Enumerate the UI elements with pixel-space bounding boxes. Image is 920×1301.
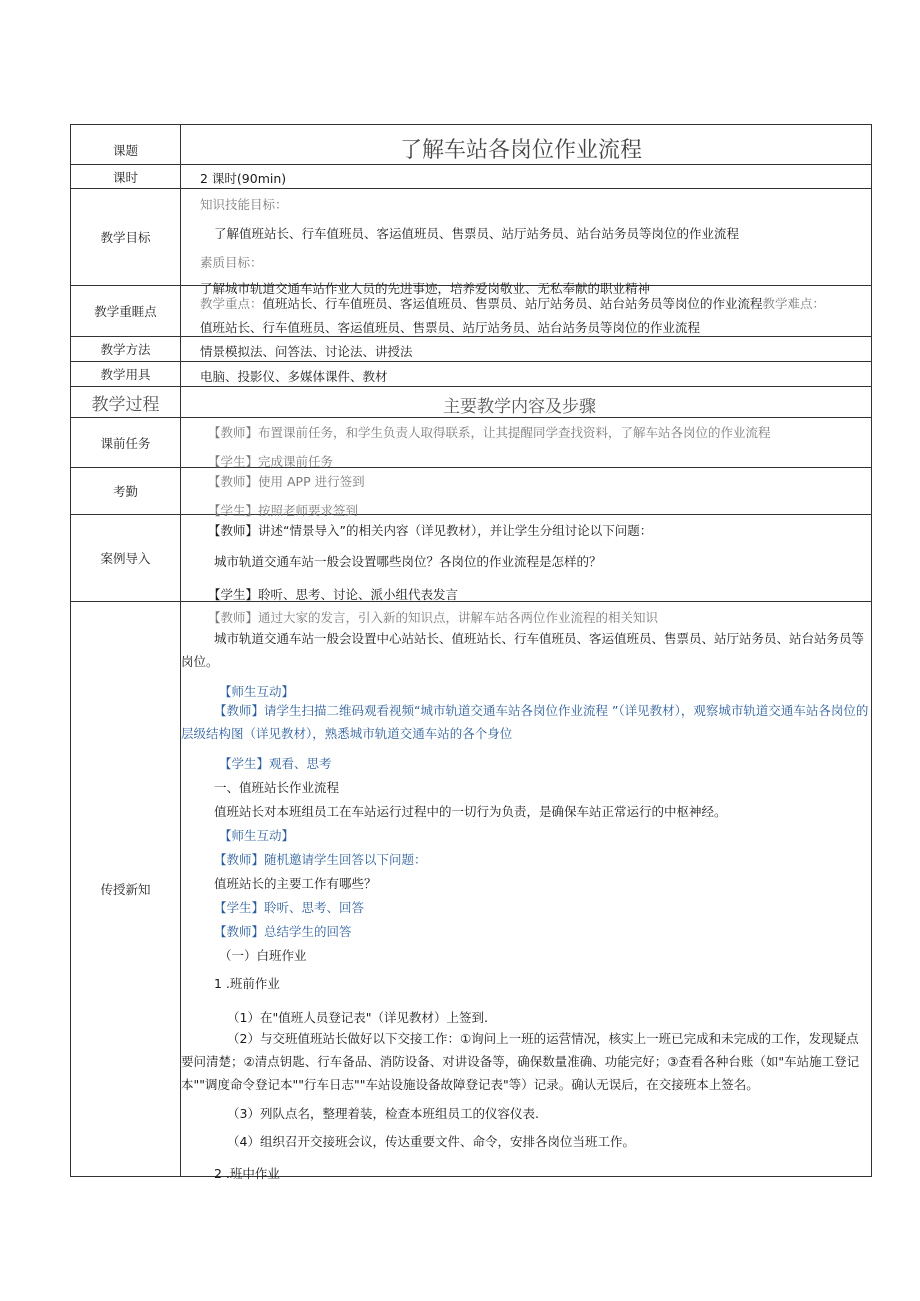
case-intro-student: 【学生】聆听、思考、讨论、派小组代表发言 <box>208 587 459 602</box>
pre-task-teacher: 【教师】布置课前任务，和学生负责人取得联系，让其提醒同学查找资料，了解车站各岗位的作业流程 <box>208 425 771 440</box>
row-case-intro <box>71 515 871 602</box>
key-text-a: 值班站长、行车值班员、客运值班员、售票员、站厅站务员、站台站务员等岗位的作业流程 <box>262 296 763 311</box>
hours-label: 课时 <box>71 165 181 188</box>
title-label: 课题 <box>71 125 181 164</box>
nk-positions-paragraph: 城市轨道交通车站一般会设置中心站站长、值班站长、行车值班员、客运值班员、售票员、站厅站务员、站台站务员等岗位。 <box>181 631 865 669</box>
nk-question: 值班站长的主要工作有哪些？ <box>214 876 377 891</box>
method-value: 情景模拟法、问答法、讨论法、讲授法 <box>200 344 413 359</box>
pre-task-student: 【学生】完成课前任务 <box>208 454 334 469</box>
row-method <box>71 337 871 362</box>
lesson-title: 了解车站各岗位作业流程 <box>400 138 643 163</box>
case-intro-label: 案例导入 <box>71 515 181 601</box>
attendance-label: 考勤 <box>71 468 181 514</box>
lesson-plan-table <box>70 124 872 1181</box>
nk-section-heading: 一、值班站长作业流程 <box>214 780 340 795</box>
hours-value: 2 课时(90min) <box>200 171 287 186</box>
goals-knowledge-text: 了解值班站长、行车值班员、客运值班员、售票员、站厅站务员、站台站务员等岗位的作业流程 <box>214 226 740 241</box>
nk-student-answer: 【学生】聆听、思考、回答 <box>214 900 365 915</box>
row-title <box>71 125 871 165</box>
pre-task-label: 课前任务 <box>71 418 181 467</box>
key-points-label: 教学重睚点 <box>71 286 181 336</box>
key-points-line2: 值班站长、行车值班员、客运值班员、售票员、站厅站务员、站台站务员等岗位的作业流程 <box>200 320 701 335</box>
goals-quality-text: 了解城市轨道交通车站作业人员的先进事迹，培养爱岗敬业、无私奉献的职业精神 <box>200 281 651 296</box>
row-process-header <box>71 387 871 418</box>
goals-quality-heading: 素质目标： <box>200 255 263 270</box>
nk-teacher-summary: 【教师】总结学生的回答 <box>214 924 352 939</box>
nk-video-task: 【教师】请学生扫描二维码观看视频“城市轨道交通车站各岗位作业流程 ”（详见教材），观察城市轨道交通车站各岗位的层级结构图（详见教材），熟悉城市轨道交通车站的各个身位 <box>181 703 869 741</box>
nk-preshift-heading: 1 .班前作业 <box>214 976 280 991</box>
nk-interaction-1: 【师生互动】 <box>219 684 295 699</box>
row-hours <box>71 165 871 189</box>
title-cell <box>181 125 871 164</box>
row-goals <box>71 189 871 296</box>
key-label-a: 教学重点： <box>200 296 263 311</box>
nk-interaction-2: 【师生互动】 <box>219 828 295 843</box>
nk-dayshift-heading: （一）白班作业 <box>219 948 307 963</box>
row-tools <box>71 362 871 387</box>
nk-step-4: （4）组织召开交接班会议，传达重要文件、命令，安排各岗位当班工作。 <box>227 1134 635 1149</box>
nk-student-watch: 【学生】观看、思考 <box>219 756 332 771</box>
nk-teacher-question: 【教师】随机邀请学生回答以下问题： <box>214 852 427 867</box>
tools-value: 电脑、投影仪、多媒体课件、教材 <box>200 369 388 384</box>
nk-duty-manager-desc: 值班站长对本班组员工在车站运行过程中的一切行为负责，是确保车站正常运行的中枢神经。 <box>214 804 727 819</box>
row-new-knowledge <box>71 602 871 1181</box>
row-pre-task <box>71 418 871 468</box>
nk-step-2: （2）与交班值班站长做好以下交接工作：①询问上一班的运营情况，核实上一班已完成和未完成的工作，发现疑点要问清楚；②清点钥匙、行车备品、消防设备、对讲设备等，确保数量准确、功能完好；③查看各种台账（如"车站施工登记本""调度命令登记本""行车日志""车站设施设备故障登记表"等）记录。确认无误后，在交接班本上签名。 <box>181 1031 860 1092</box>
attendance-teacher: 【教师】使用 APP 进行签到 <box>208 474 365 489</box>
nk-teacher-intro: 【教师】通过大家的发言，引入新的知识点，讲解车站各两位作业流程的相关知识 <box>208 610 659 625</box>
case-intro-question: 城市轨道交通车站一般会设置哪些岗位？各岗位的作业流程是怎样的？ <box>214 554 602 569</box>
tools-label: 教学用具 <box>71 362 181 386</box>
goals-knowledge-heading: 知识技能目标： <box>200 197 288 212</box>
key-label-b: 教学难点： <box>762 296 826 311</box>
process-label: 教学过程 <box>71 387 181 417</box>
method-label: 教学方法 <box>71 337 181 361</box>
row-key-points <box>71 286 871 337</box>
case-intro-teacher: 【教师】讲述“情景导入”的相关内容（详见教材），并让学生分组讨论以下问题： <box>208 523 653 538</box>
nk-midshift-heading: 2 .班中作业 <box>214 1166 280 1181</box>
key-points-line1 <box>200 294 825 312</box>
row-attendance <box>71 468 871 518</box>
nk-step-1: （1）在"值班人员登记表"（详见教材）上签到. <box>227 1010 488 1025</box>
new-knowledge-label: 传授新知 <box>71 602 181 1176</box>
attendance-student: 【学生】按照老师要求签到 <box>208 503 359 518</box>
goals-label: 教学目标 <box>71 189 181 285</box>
nk-step-3: （3）列队点名，整理着装，检查本班组员工的仪容仪表. <box>227 1106 539 1121</box>
process-content-heading: 主要教学内容及步骤 <box>443 397 596 417</box>
